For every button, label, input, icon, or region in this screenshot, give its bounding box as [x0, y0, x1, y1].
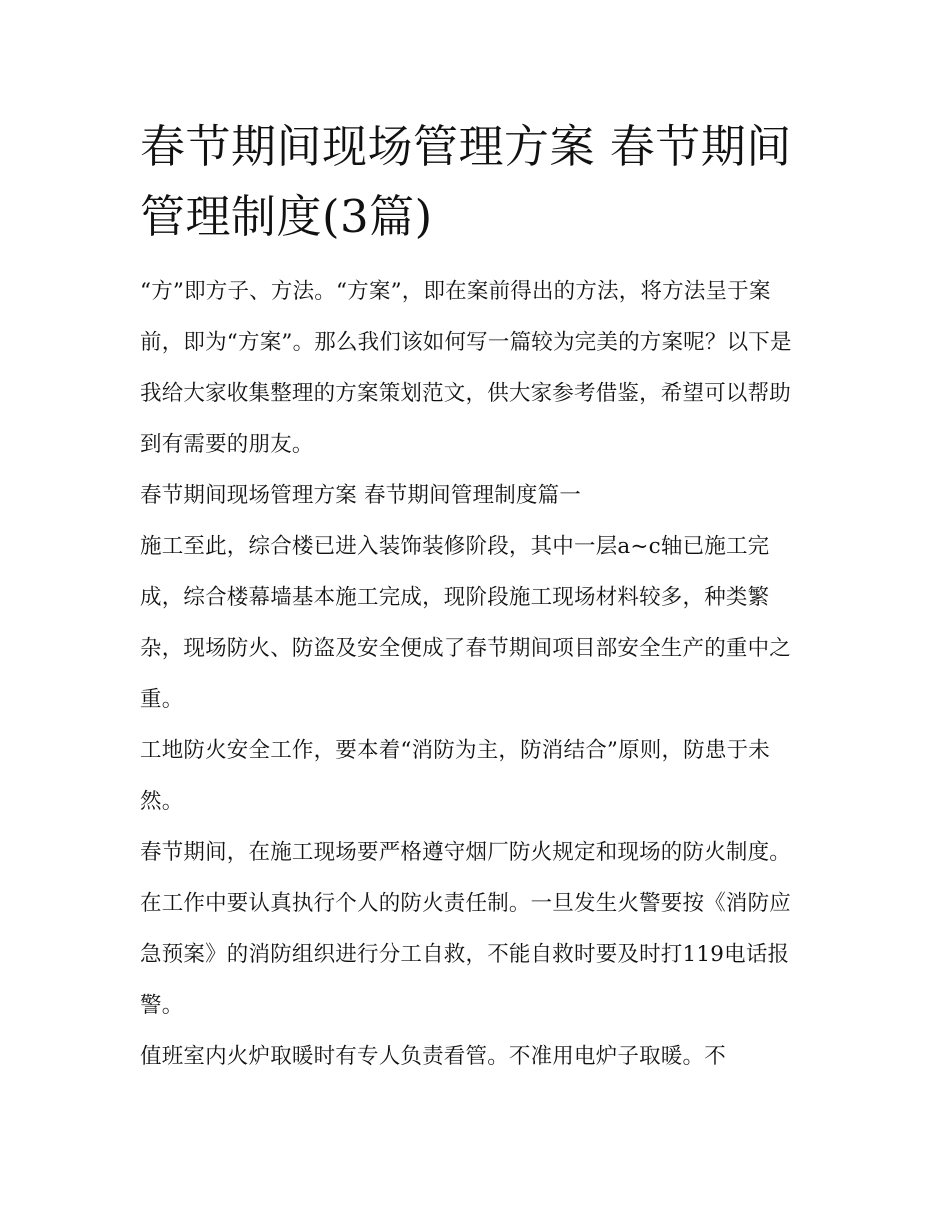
- document-body: [140, 266, 812, 1082]
- paragraph-fire-rules: 春节期间，在施工现场要严格遵守烟厂防火规定和现场的防火制度。在工作中要认真执行个人的防火责任制。一旦发生火警要按《消防应急预案》的消防组织进行分工自救，不能自救时要及时打119电话报警。: [140, 840, 792, 1018]
- section-heading: 春节期间现场管理方案 春节期间管理制度篇一: [140, 483, 582, 508]
- paragraph-heating: 值班室内火炉取暖时有专人负责看管。不准用电炉子取暖。不: [140, 1044, 726, 1069]
- paragraph-intro: “方”即方子、方法。“方案”，即在案前得出的方法，将方法呈于案前，即为“方案”。那么我们该如何写一篇较为完美的方案呢？以下是我给大家收集整理的方案策划范文，供大家参考借鉴，希望可以帮助到有需要的朋友。: [140, 279, 792, 457]
- paragraph-construction-status: 施工至此，综合楼已进入装饰装修阶段，其中一层a~c轴已施工完成，综合楼幕墙基本施工完成，现阶段施工现场材料较多，种类繁杂，现场防火、防盗及安全便成了春节期间项目部安全生产的重中之重。: [140, 534, 792, 712]
- paragraph-fire-principle: 工地防火安全工作，要本着“消防为主，防消结合”原则，防患于未然。: [140, 738, 770, 814]
- document-page: [140, 112, 812, 1082]
- document-title: 春节期间现场管理方案 春节期间管理制度(3篇): [140, 120, 792, 243]
